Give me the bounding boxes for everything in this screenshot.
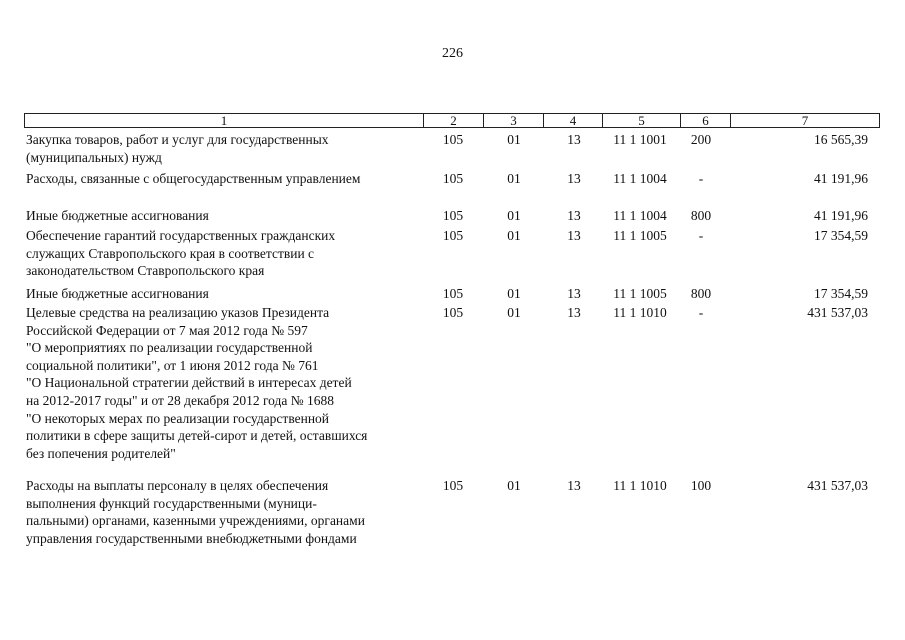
cell-col-2: 105 xyxy=(442,286,464,301)
cell-col-5: 11 1 1010 xyxy=(613,305,667,320)
cell-col-4: 13 xyxy=(567,171,581,186)
row-name-line: "О некоторых мерах по реализации государственной xyxy=(26,410,330,426)
row-name-line: без попечения родителей" xyxy=(26,445,176,461)
row-name-line: "О мероприятиях по реализации государственной xyxy=(26,340,313,356)
table-header xyxy=(24,113,880,128)
header-col-1: 1 xyxy=(220,113,228,128)
cell-col-5: 11 1 1010 xyxy=(613,478,667,493)
row-name-line: служащих Ставропольского края в соответствии с xyxy=(26,245,315,261)
header-col-2: 2 xyxy=(423,114,483,127)
row-name-line: Обеспечение гарантий государственных гражданских xyxy=(26,228,336,243)
row-name-line: политики в сфере защиты детей-сирот и детей, оставшихся xyxy=(26,428,368,444)
cell-col-5: 11 1 1004 xyxy=(613,171,667,186)
cell-col-5: 11 1 1004 xyxy=(613,208,667,223)
cell-col-4: 13 xyxy=(567,305,581,320)
cell-col-2: 105 xyxy=(442,305,464,320)
row-name-line: Закупка товаров, работ и услуг для государственных xyxy=(26,132,329,147)
row-name-line: Расходы, связанные с общегосударственным управлением xyxy=(26,171,361,186)
cell-col-3: 01 xyxy=(507,132,521,147)
row-name-line: на 2012-2017 годы" и от 28 декабря 2012 года № 1688 xyxy=(26,392,335,408)
cell-col-6: 800 xyxy=(690,208,712,223)
row-name-line: социальной политики", от 1 июня 2012 года № 761 xyxy=(26,357,319,373)
row-name-line: законодательством Ставропольского края xyxy=(26,263,265,279)
cell-col-4: 13 xyxy=(567,132,581,147)
row-name xyxy=(26,304,418,462)
cell-col-5: 11 1 1005 xyxy=(613,286,667,301)
row-name-line: (муниципальных) нужд xyxy=(26,149,162,165)
cell-col-4: 13 xyxy=(567,286,581,301)
cell-col-7: 431 537,03 xyxy=(807,478,868,493)
cell-col-4: 13 xyxy=(567,228,581,243)
header-col-7: 7 xyxy=(730,114,879,127)
cell-col-2: 105 xyxy=(442,171,464,186)
cell-col-3: 01 xyxy=(507,286,521,301)
cell-col-6: 200 xyxy=(690,132,712,147)
cell-col-7: 17 354,59 xyxy=(814,228,868,243)
cell-col-2: 105 xyxy=(442,208,464,223)
cell-col-3: 01 xyxy=(507,305,521,320)
cell-col-7: 16 565,39 xyxy=(814,132,868,147)
header-col-4: 4 xyxy=(543,114,602,127)
cell-col-7: 431 537,03 xyxy=(807,305,868,320)
cell-col-3: 01 xyxy=(507,208,521,223)
row-name-line: "О Национальной стратегии действий в интересах детей xyxy=(26,375,352,391)
row-name xyxy=(26,285,418,303)
row-name-line: пальными) органами, казенными учреждениями, органами xyxy=(26,513,365,529)
cell-col-6: - xyxy=(698,228,704,243)
row-name xyxy=(26,207,418,225)
cell-col-6: - xyxy=(698,305,704,320)
header-col-5: 5 xyxy=(602,114,680,127)
cell-col-7: 17 354,59 xyxy=(814,286,868,301)
row-name xyxy=(26,131,418,166)
row-name-line: Целевые средства на реализацию указов Президента xyxy=(26,305,330,320)
cell-col-6: - xyxy=(698,171,704,186)
cell-col-6: 800 xyxy=(690,286,712,301)
cell-col-5: 11 1 1001 xyxy=(613,132,667,147)
row-name-line: Иные бюджетные ассигнования xyxy=(26,286,209,301)
cell-col-5: 11 1 1005 xyxy=(613,228,667,243)
row-name-line: выполнения функций государственными (муници- xyxy=(26,495,317,511)
header-col-3: 3 xyxy=(483,114,543,127)
row-name xyxy=(26,477,418,547)
cell-col-6: 100 xyxy=(690,478,712,493)
row-name-line: Расходы на выплаты персоналу в целях обеспечения xyxy=(26,478,329,493)
cell-col-2: 105 xyxy=(442,132,464,147)
cell-col-3: 01 xyxy=(507,228,521,243)
cell-col-7: 41 191,96 xyxy=(814,171,868,186)
cell-col-4: 13 xyxy=(567,208,581,223)
header-col-6: 6 xyxy=(680,114,730,127)
row-name-line: управления государственными внебюджетными фондами xyxy=(26,530,357,546)
row-name-line: Российской Федерации от 7 мая 2012 года № 597 xyxy=(26,322,308,338)
cell-col-4: 13 xyxy=(567,478,581,493)
row-name-line: Иные бюджетные ассигнования xyxy=(26,208,209,223)
cell-col-2: 105 xyxy=(442,478,464,493)
cell-col-3: 01 xyxy=(507,171,521,186)
page-number: 226 xyxy=(442,46,463,61)
cell-col-7: 41 191,96 xyxy=(814,208,868,223)
row-name xyxy=(26,227,418,280)
row-name xyxy=(26,170,418,188)
cell-col-3: 01 xyxy=(507,478,521,493)
cell-col-2: 105 xyxy=(442,228,464,243)
